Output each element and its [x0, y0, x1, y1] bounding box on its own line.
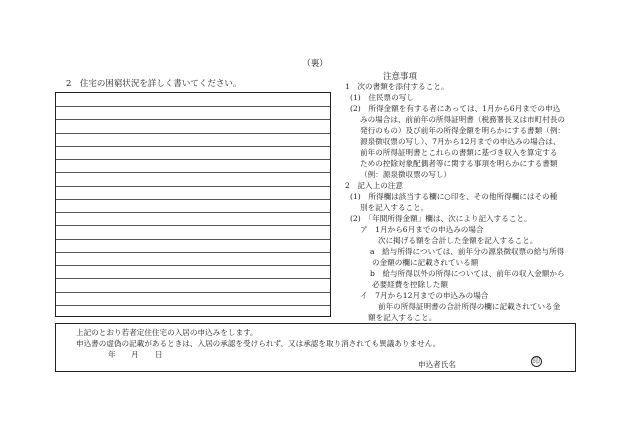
writing-line [56, 146, 330, 147]
applicant-name-label: 申込者氏名 [418, 360, 456, 369]
note-line: (1) 所得欄は該当する欄に○印を、その他所得欄にはその種 [350, 192, 558, 201]
notes-title: 注意事項 [383, 72, 418, 82]
statement-line-1: 上記のとおり若者定住住宅の入居の申込みをします。 [76, 328, 258, 337]
note-line: 別を記入すること。 [360, 203, 429, 212]
writing-line [56, 239, 330, 240]
note-line: (1) 住民票の写し [350, 93, 414, 102]
note-line: a 給与所得については、前年分の源泉徴収票の給与所得 [370, 247, 565, 256]
housing-difficulty-answer-area[interactable] [55, 92, 331, 317]
date-month-label: 月 [131, 350, 139, 359]
note-line: 額を記入すること。 [368, 313, 437, 322]
writing-line [56, 119, 330, 120]
note-line: （例：源泉徴収票の写し） [360, 170, 452, 179]
writing-line [56, 305, 330, 306]
writing-line [56, 292, 330, 293]
note-line: 前年の所得証明書の合計所得の欄に記載されている金 [378, 302, 561, 311]
note-line: 1 次の書類を添付すること。 [345, 82, 449, 91]
note-line: 2 記入上の注意 [345, 181, 403, 190]
date-year-label: 年 [108, 350, 116, 359]
writing-line [56, 265, 330, 266]
note-line: みの場合は、前前年の所得証明書（税務署長又は市町村長の [360, 115, 566, 124]
note-line: 源泉徴収票の写し）、7月から12月までの申込みの場合は、 [360, 137, 561, 146]
note-line: 必要経費を控除した額 [372, 280, 448, 289]
writing-line [56, 252, 330, 253]
note-line: 発行のもの）及び前年の所得金額を明らかにする書類（例： [360, 126, 566, 135]
note-line: b 給与所得以外の所得については、前年の収入金額から [370, 269, 565, 278]
writing-line [56, 159, 330, 160]
note-line: の金額の欄に記載されている額 [372, 258, 479, 267]
note-line: ための控除対象配偶者等に関する事項を明らかにする書類 [360, 159, 558, 168]
writing-line [56, 106, 330, 107]
writing-line [56, 133, 330, 134]
date-day-label: 日 [155, 350, 163, 359]
writing-line [56, 172, 330, 173]
writing-line [56, 199, 330, 200]
note-line: (2) 所得金額を有する者にあっては、1月から6月までの申込 [350, 104, 561, 113]
note-line: イ 7月から12月までの申込みの場合 [360, 291, 489, 300]
note-line: 次に掲げる額を合計した金額を記入すること。 [378, 236, 538, 245]
writing-line [56, 225, 330, 226]
note-line: 前年の所得証明書とこれらの書類に基づき収入を算定する [360, 148, 558, 157]
note-line: (2) 「年間所得金額」欄は、次により記入すること。 [350, 214, 532, 223]
statement-line-2: 申込書の虚偽の記載があるときは、入居の承認を受けられず、又は承認を取り消されても異議ありません。 [76, 339, 441, 348]
writing-line [56, 186, 330, 187]
question-label: 2 住宅の困窮状況を詳しく書いてください。 [66, 79, 242, 89]
note-line: ア 1月から6月までの申込みの場合 [360, 225, 484, 234]
page-side-label: （裏） [302, 59, 328, 69]
writing-line [56, 212, 330, 213]
writing-line [56, 278, 330, 279]
seal-mark: 印 [533, 357, 540, 365]
